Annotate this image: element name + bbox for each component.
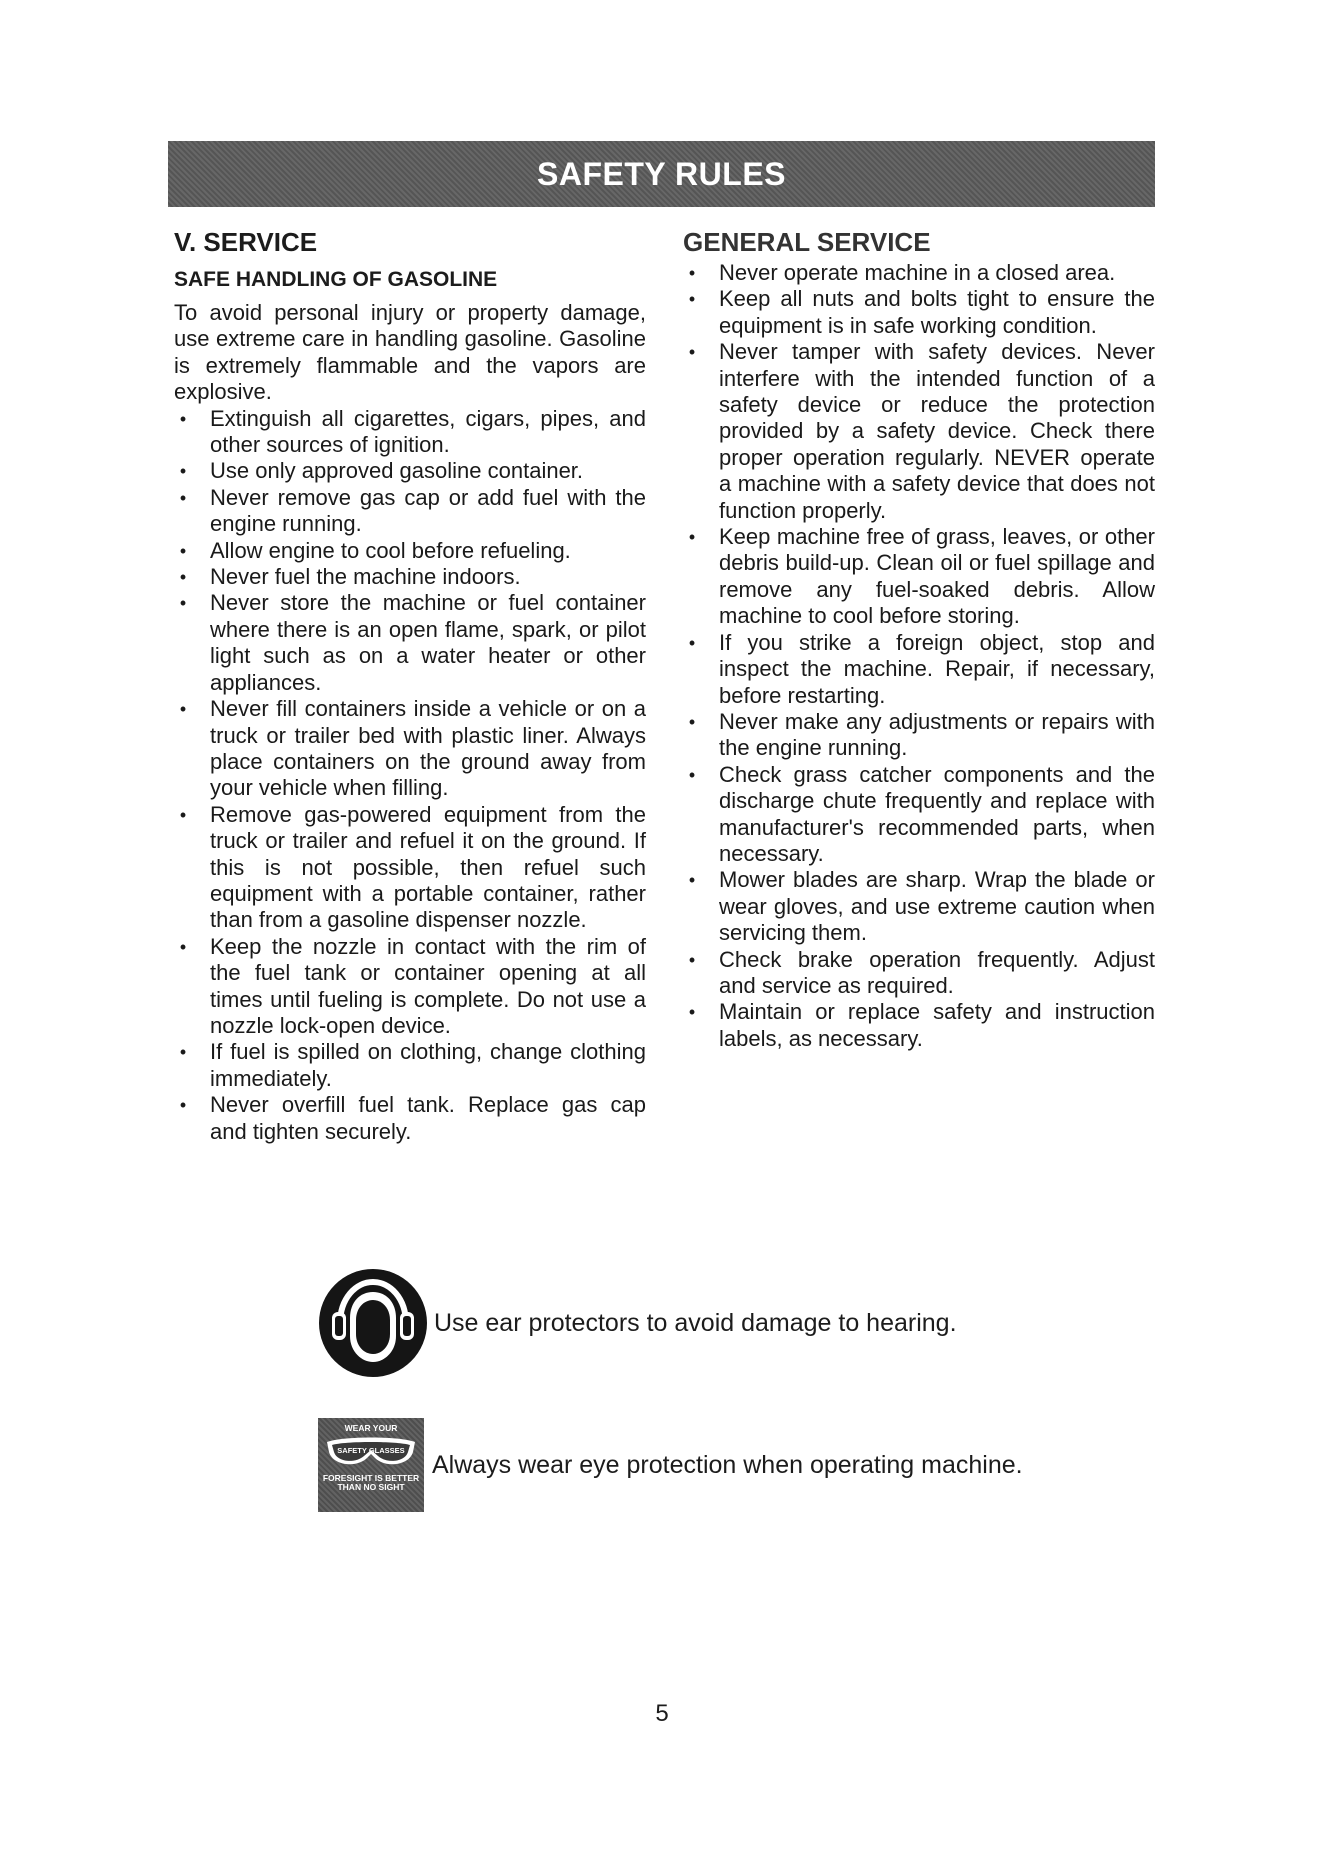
list-item: • Allow engine to cool before refueling.: [174, 538, 646, 564]
bullet-icon: •: [688, 263, 696, 283]
list-item: • Check grass catcher components and the discharge chute frequently and replace with manufacturer's recommended parts, when necessary.: [683, 762, 1155, 868]
gasoline-rules-list: [174, 406, 646, 1145]
ear-protection-text: Use ear protectors to avoid damage to hearing.: [434, 1308, 957, 1337]
bullet-icon: •: [179, 1042, 187, 1063]
bullet-icon: •: [688, 711, 696, 732]
bullet-icon: •: [688, 342, 696, 363]
bullet-icon: •: [688, 1002, 696, 1023]
bullet-icon: •: [179, 487, 187, 508]
gasoline-subheading: SAFE HANDLING OF GASOLINE: [174, 268, 498, 291]
bullet-icon: •: [179, 699, 187, 720]
bullet-icon: •: [179, 593, 187, 614]
safety-glasses-icon: [318, 1418, 424, 1512]
list-item: • Keep all nuts and bolts tight to ensure the equipment is in safe working condition.: [683, 286, 1155, 339]
bullet-icon: •: [688, 764, 696, 785]
list-item: • Never fuel the machine indoors.: [174, 564, 646, 590]
service-heading: V. SERVICE: [174, 227, 318, 257]
bullet-icon: •: [688, 289, 696, 310]
list-item: • Maintain or replace safety and instruction labels, as necessary.: [683, 999, 1155, 1052]
bullet-icon: •: [179, 804, 187, 825]
list-item: • Check brake operation frequently. Adjust and service as required.: [683, 947, 1155, 1000]
bullet-icon: •: [179, 461, 187, 482]
general-service-heading: GENERAL SERVICE: [683, 227, 931, 257]
list-item: • Remove gas-powered equipment from the truck or trailer and refuel it on the ground. If this is not possible, then refuel such equipment with a portable container, rather than from a gasoline dispenser nozzle.: [174, 802, 646, 934]
bullet-icon: •: [688, 527, 696, 548]
list-item: • Never tamper with safety devices. Never interfere with the intended function of a safety device or reduce the protection provided by a safety device. Check there proper operation regularly. NEVER operate a machine with a safety device that does not function properly.: [683, 339, 1155, 524]
list-item: • Keep machine free of grass, leaves, or other debris build-up. Clean oil or fuel spillage and remove any fuel-soaked debris. Allow machine to cool before storing.: [683, 524, 1155, 630]
list-item: • If fuel is spilled on clothing, change clothing immediately.: [174, 1039, 646, 1092]
general-service-list: [683, 260, 1155, 1052]
gasoline-intro: To avoid personal injury or property damage, use extreme care in handling gasoline. Gasoline is extremely flammable and the vapors are explosive.: [174, 300, 646, 405]
list-item: • Never overfill fuel tank. Replace gas cap and tighten securely.: [174, 1092, 646, 1145]
sign-bottom-text-1: FORESIGHT IS BETTER: [322, 1473, 420, 1483]
list-item: • Keep the nozzle in contact with the rim of the fuel tank or container opening at all times until fueling is complete. Do not use a nozzle lock-open device.: [174, 934, 646, 1040]
ear-protection-notice: [318, 1268, 957, 1378]
page-number: 5: [655, 1700, 669, 1727]
safety-rules-banner: [168, 141, 1155, 207]
right-column: [683, 226, 1155, 1052]
sign-top-text: WEAR YOUR: [344, 1423, 398, 1433]
glasses-icon: [323, 1434, 419, 1472]
eye-protection-text: Always wear eye protection when operating machine.: [432, 1450, 1023, 1479]
bullet-icon: •: [688, 632, 696, 653]
eye-protection-notice: [318, 1418, 1023, 1512]
bullet-icon: •: [179, 540, 187, 561]
bullet-icon: •: [179, 1095, 187, 1116]
bullet-icon: •: [688, 870, 696, 891]
bullet-icon: •: [179, 936, 187, 957]
bullet-icon: •: [179, 567, 187, 588]
sign-middle-text: SAFETY GLASSES: [337, 1446, 405, 1455]
bullet-icon: •: [179, 408, 187, 429]
bullet-icon: •: [688, 949, 696, 970]
left-column: [174, 226, 646, 1145]
list-item: • Mower blades are sharp. Wrap the blade or wear gloves, and use extreme caution when servicing them.: [683, 867, 1155, 946]
list-item: • Never make any adjustments or repairs with the engine running.: [683, 709, 1155, 762]
list-item: • Extinguish all cigarettes, cigars, pipes, and other sources of ignition.: [174, 406, 646, 459]
list-item: • Never remove gas cap or add fuel with the engine running.: [174, 485, 646, 538]
sign-bottom-text-2: THAN NO SIGHT: [337, 1482, 405, 1492]
banner-title: SAFETY RULES: [537, 155, 786, 192]
list-item: • Never fill containers inside a vehicle or on a truck or trailer bed with plastic liner. Always place containers on the ground away from your vehicle when filling.: [174, 696, 646, 802]
list-item: • Use only approved gasoline container.: [174, 458, 646, 484]
list-item: • If you strike a foreign object, stop and inspect the machine. Repair, if necessary, before restarting.: [683, 630, 1155, 709]
list-item: • Never store the machine or fuel container where there is an open flame, spark, or pilot light such as on a water heater or other appliances.: [174, 590, 646, 696]
ear-protection-icon: [318, 1268, 428, 1378]
list-item: • Never operate machine in a closed area.: [683, 260, 1155, 286]
